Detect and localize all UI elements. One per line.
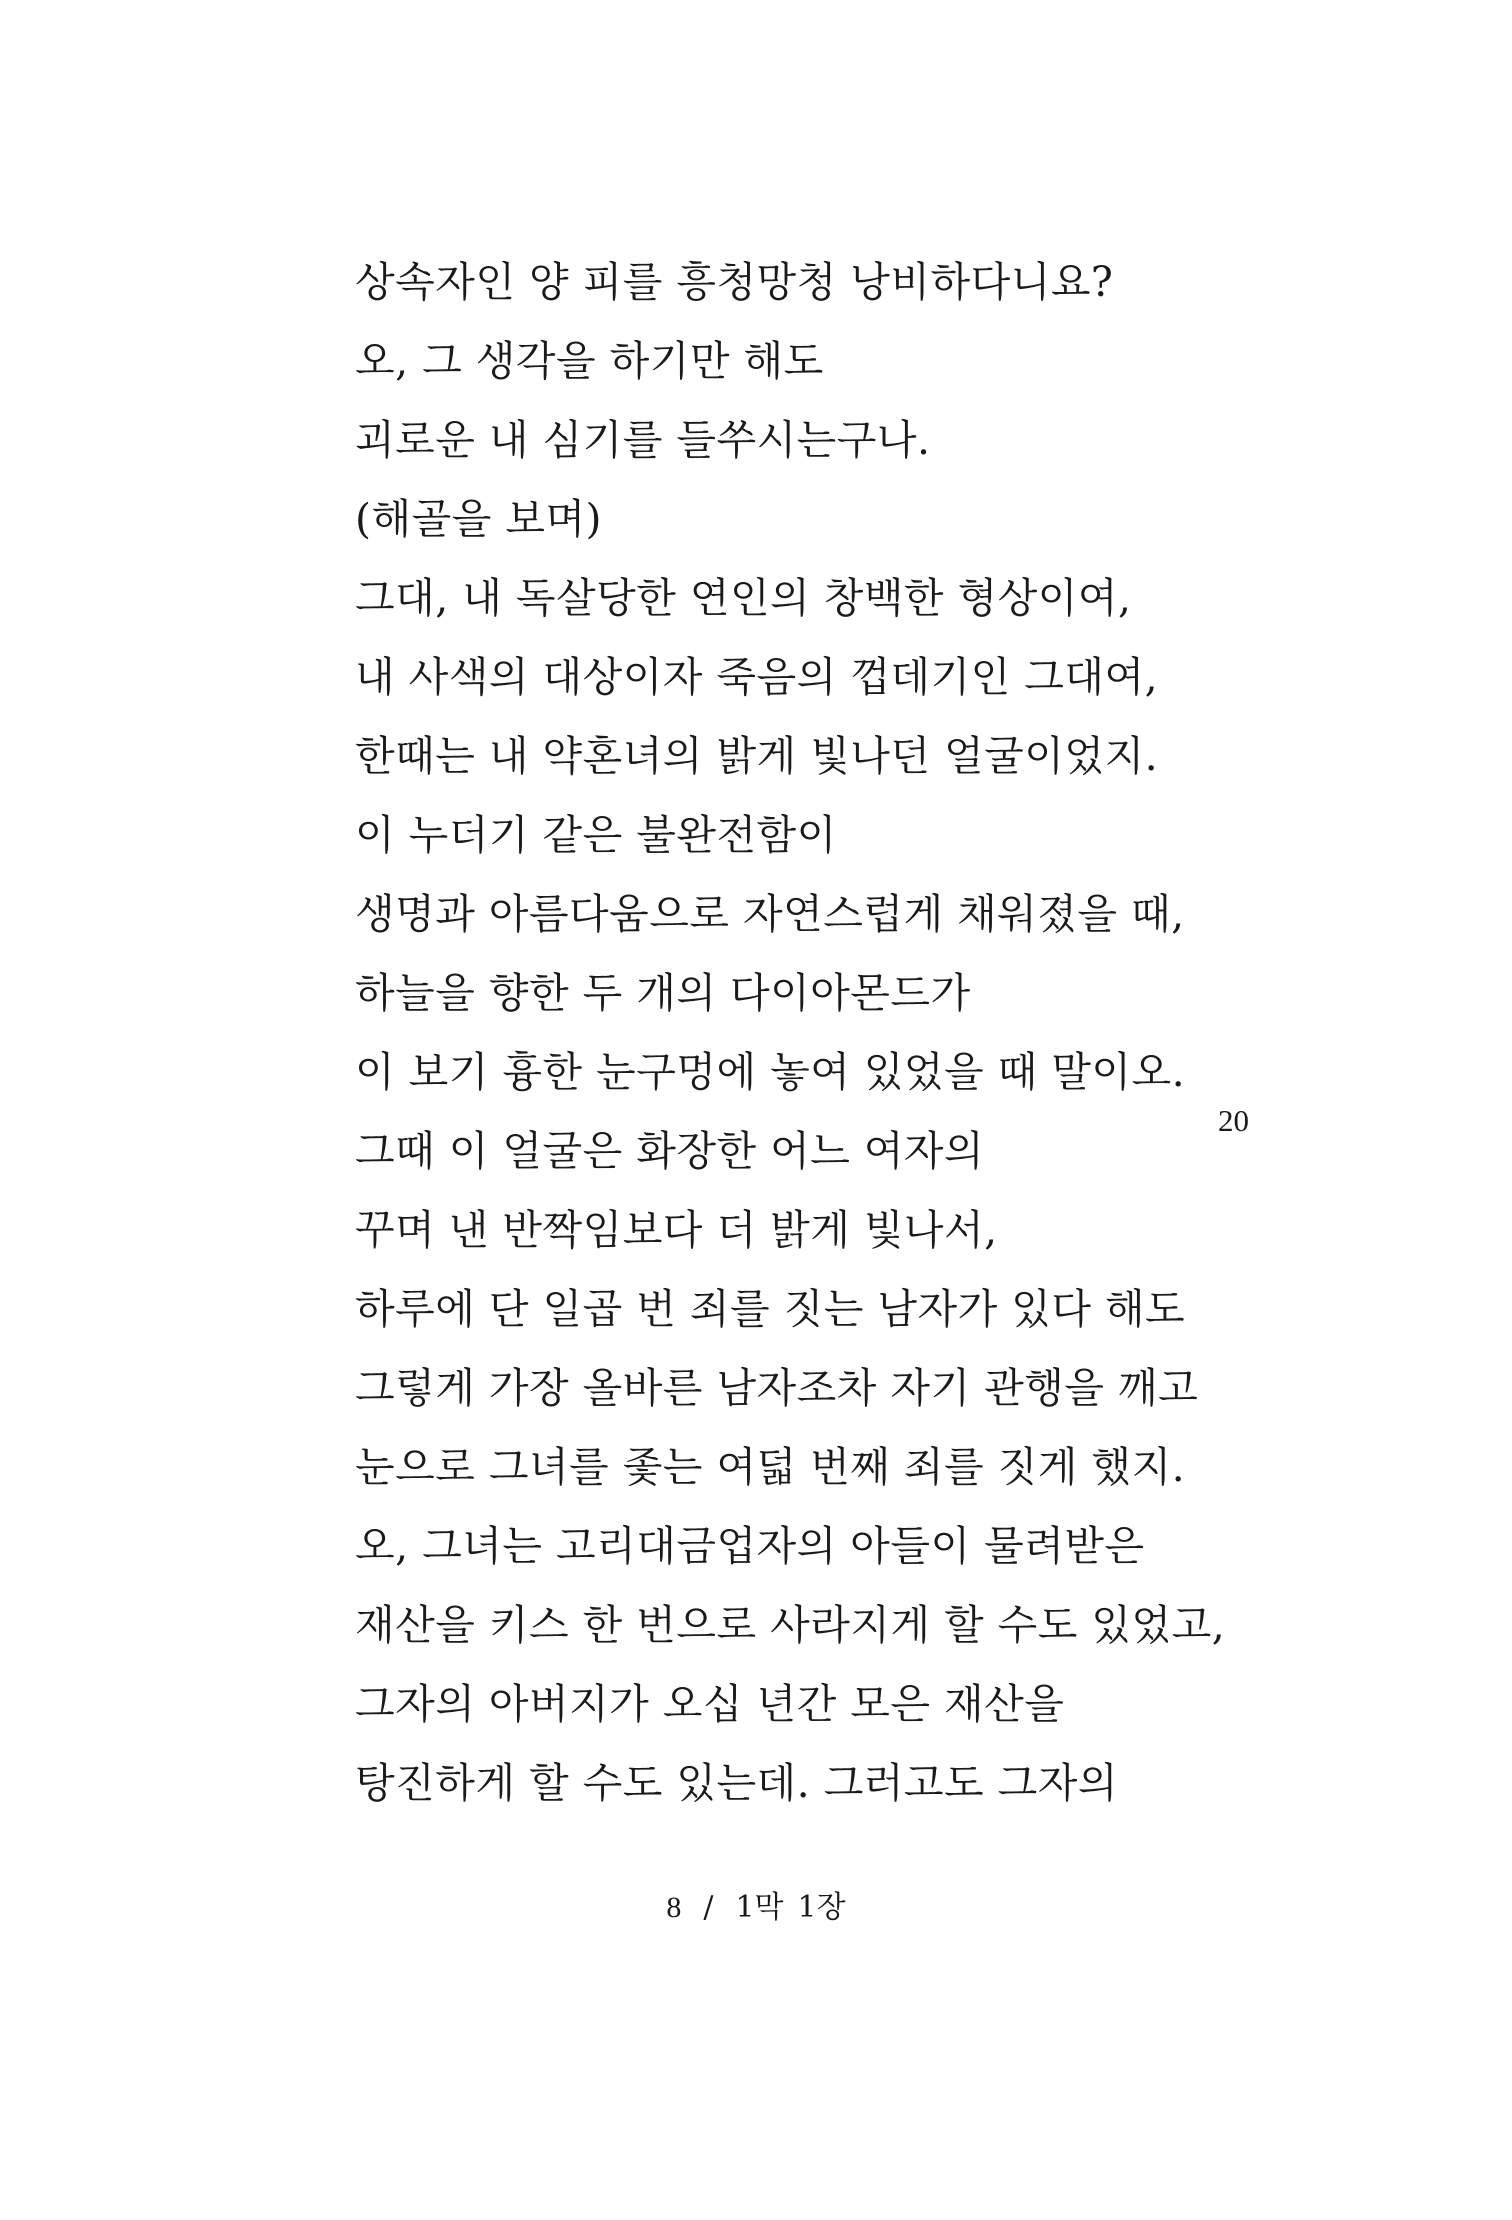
act-label: 1막: [735, 1890, 784, 1925]
verse-line: 하루에 단 일곱 번 죄를 짓는 남자가 있다 해도: [355, 1285, 1186, 1333]
verse-line: 생명과 아름다움으로 자연스럽게 채워졌을 때,: [355, 890, 1185, 938]
verse-text: [355, 252, 1225, 1832]
verse-line: 재산을 키스 한 번으로 사라지게 할 수도 있었고,: [355, 1601, 1226, 1649]
verse-line: 내 사색의 대상이자 죽음의 껍데기인 그대여,: [355, 653, 1159, 701]
verse-line: 이 누더기 같은 불완전함이: [355, 811, 837, 859]
verse-line: 그렇게 가장 올바른 남자조차 자기 관행을 깨고: [355, 1364, 1199, 1412]
verse-line: 눈으로 그녀를 좇는 여덟 번째 죄를 짓게 했지.: [355, 1443, 1186, 1491]
verse-line: 꾸며 낸 반짝임보다 더 밝게 빛나서,: [355, 1206, 998, 1254]
verse-line: 그대, 내 독살당한 연인의 창백한 형상이여,: [355, 574, 1132, 622]
line-number: 20: [1218, 1103, 1249, 1138]
footer-separator: /: [703, 1890, 714, 1925]
verse-line: 하늘을 향한 두 개의 다이아몬드가: [355, 969, 971, 1017]
page-footer: [0, 1883, 1512, 1933]
verse-line: 오, 그녀는 고리대금업자의 아들이 물려받은: [355, 1522, 1145, 1570]
verse-line: 그자의 아버지가 오십 년간 모은 재산을: [355, 1680, 1065, 1728]
verse-line: 상속자인 양 피를 흥청망청 낭비하다니요?: [355, 258, 1114, 306]
verse-line: 오, 그 생각을 하기만 해도: [355, 337, 824, 385]
verse-line: 한때는 내 약혼녀의 밝게 빛나던 얼굴이었지.: [355, 732, 1159, 780]
verse-line: 그때 이 얼굴은 화장한 어느 여자의: [355, 1127, 985, 1175]
verse-line: 괴로운 내 심기를 들쑤시는구나.: [355, 416, 931, 464]
stage-direction: (해골을 보며): [355, 495, 603, 543]
verse-line: 탕진하게 할 수도 있는데. 그러고도 그자의: [355, 1759, 1118, 1807]
page-number: 8: [666, 1891, 682, 1924]
verse-line: 이 보기 흉한 눈구멍에 놓여 있었을 때 말이오.: [355, 1048, 1186, 1096]
scene-label: 1장: [797, 1890, 846, 1925]
